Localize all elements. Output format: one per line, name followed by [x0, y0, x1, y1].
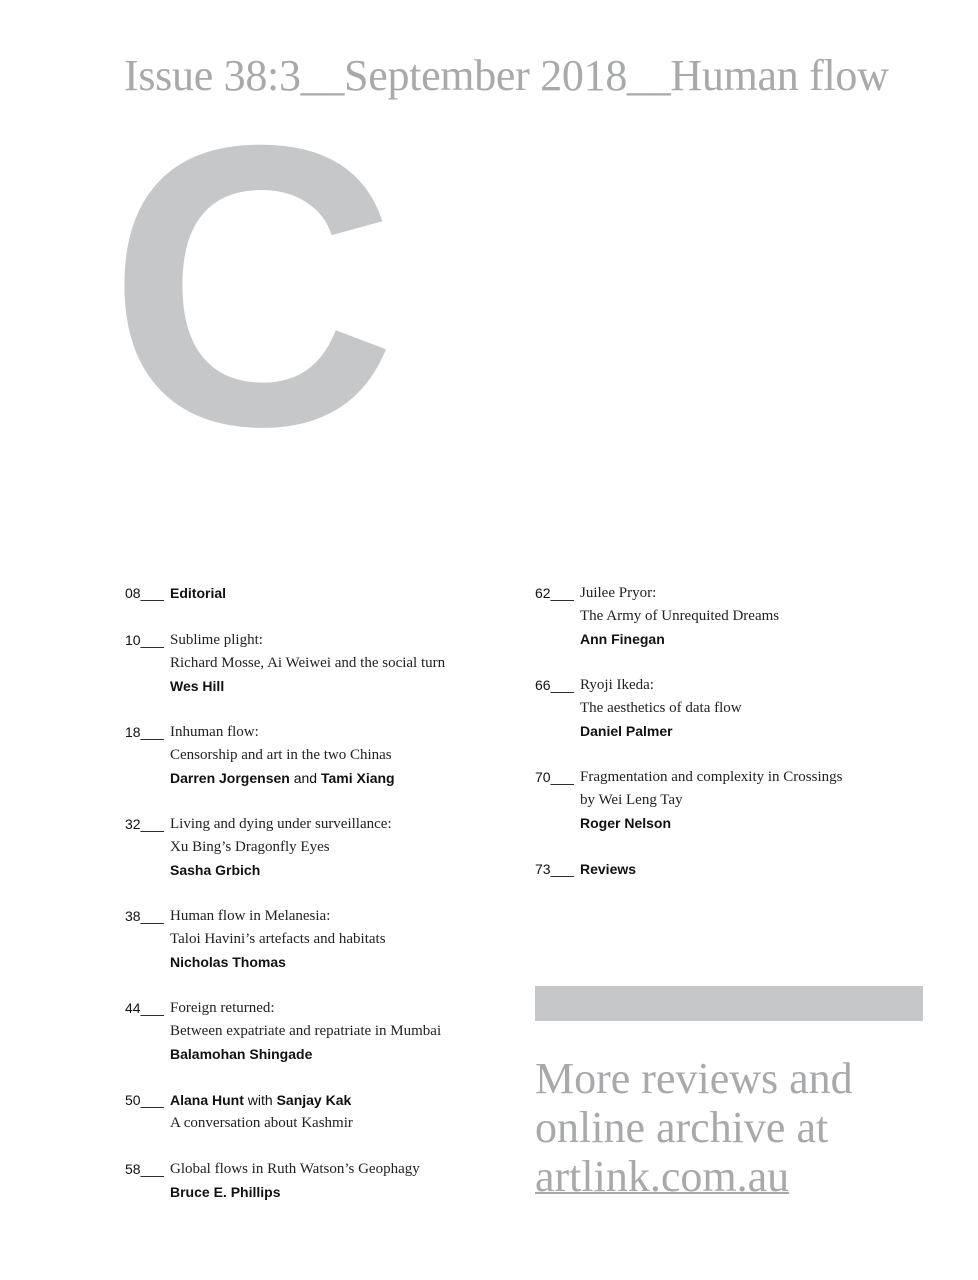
page-number: 32___ — [125, 816, 164, 832]
entry-title: Editorial — [170, 585, 227, 601]
toc-entry[interactable] — [535, 582, 935, 651]
toc-entry[interactable] — [535, 858, 935, 882]
page-number: 73___ — [535, 861, 574, 877]
entry-title: Human flow in Melanesia: — [170, 908, 331, 924]
page-number: 38___ — [125, 908, 164, 924]
entry-subtitle: The aesthetics of data flow — [580, 700, 742, 716]
toc-entry[interactable] — [125, 1089, 505, 1135]
entry-author: Bruce E. Phillips — [170, 1184, 281, 1200]
website-link[interactable]: artlink.com.au — [535, 1152, 790, 1201]
entry-title: Sublime plight: — [170, 632, 263, 648]
toc-entry[interactable] — [125, 997, 505, 1066]
entry-title: Reviews — [580, 861, 637, 877]
toc-right-column — [535, 582, 935, 905]
page-number: 70___ — [535, 769, 574, 785]
entry-title: Inhuman flow: — [170, 724, 259, 740]
entry-subtitle: Taloi Havini’s artefacts and habitats — [170, 931, 386, 947]
page-number: 62___ — [535, 585, 574, 601]
toc-entry[interactable] — [535, 766, 935, 835]
entry-author: Balamohan Shingade — [170, 1046, 313, 1062]
magazine-logo: C — [108, 62, 397, 509]
entry-title: Living and dying under surveillance: — [170, 816, 392, 832]
entry-author: Roger Nelson — [580, 815, 672, 831]
page-number: 44___ — [125, 1000, 164, 1016]
entry-author: Daniel Palmer — [580, 723, 673, 739]
entry-subtitle: Xu Bing’s Dragonfly Eyes — [170, 839, 330, 855]
toc-entry[interactable] — [125, 629, 505, 698]
entry-subtitle: The Army of Unrequited Dreams — [580, 608, 780, 624]
toc-entry[interactable] — [125, 582, 505, 606]
entry-author: Nicholas Thomas — [170, 954, 286, 970]
entry-title: Juilee Pryor: — [580, 585, 657, 601]
entry-subtitle: Richard Mosse, Ai Weiwei and the social turn — [170, 655, 446, 671]
page-number: 10___ — [125, 632, 164, 648]
entry-author: Alana Hunt with Sanjay Kak — [170, 1092, 352, 1108]
toc-entry[interactable] — [535, 674, 935, 743]
entry-subtitle: Between expatriate and repatriate in Mumbai — [170, 1023, 442, 1039]
promo-text — [535, 1054, 853, 1201]
toc-entry[interactable] — [125, 813, 505, 882]
entry-author: Darren Jorgensen and Tami Xiang — [170, 770, 395, 786]
entry-subtitle: A conversation about Kashmir — [170, 1115, 353, 1131]
entry-title: Global flows in Ruth Watson’s Geophagy — [170, 1161, 420, 1177]
toc-left-column — [125, 582, 505, 1227]
toc-entry[interactable] — [125, 721, 505, 790]
promo-line: online archive at — [535, 1103, 829, 1152]
issue-header: Issue 38:3__September 2018__Human flow — [124, 51, 889, 100]
entry-author: Ann Finegan — [580, 631, 665, 647]
entry-title: Ryoji Ikeda: — [580, 677, 654, 693]
page-number: 66___ — [535, 677, 574, 693]
entry-author: Sasha Grbich — [170, 862, 261, 878]
page-number: 08___ — [125, 585, 164, 601]
divider-bar — [535, 986, 923, 1021]
page-number: 58___ — [125, 1161, 164, 1177]
promo-line: More reviews and — [535, 1054, 853, 1103]
entry-title: Foreign returned: — [170, 1000, 275, 1016]
page-number: 18___ — [125, 724, 164, 740]
entry-subtitle: by Wei Leng Tay — [580, 792, 683, 808]
toc-entry[interactable] — [125, 905, 505, 974]
entry-subtitle: Censorship and art in the two Chinas — [170, 747, 392, 763]
entry-author: Wes Hill — [170, 678, 225, 694]
page-number: 50___ — [125, 1092, 164, 1108]
toc-entry[interactable] — [125, 1158, 505, 1204]
entry-title: Fragmentation and complexity in Crossings — [580, 769, 843, 785]
